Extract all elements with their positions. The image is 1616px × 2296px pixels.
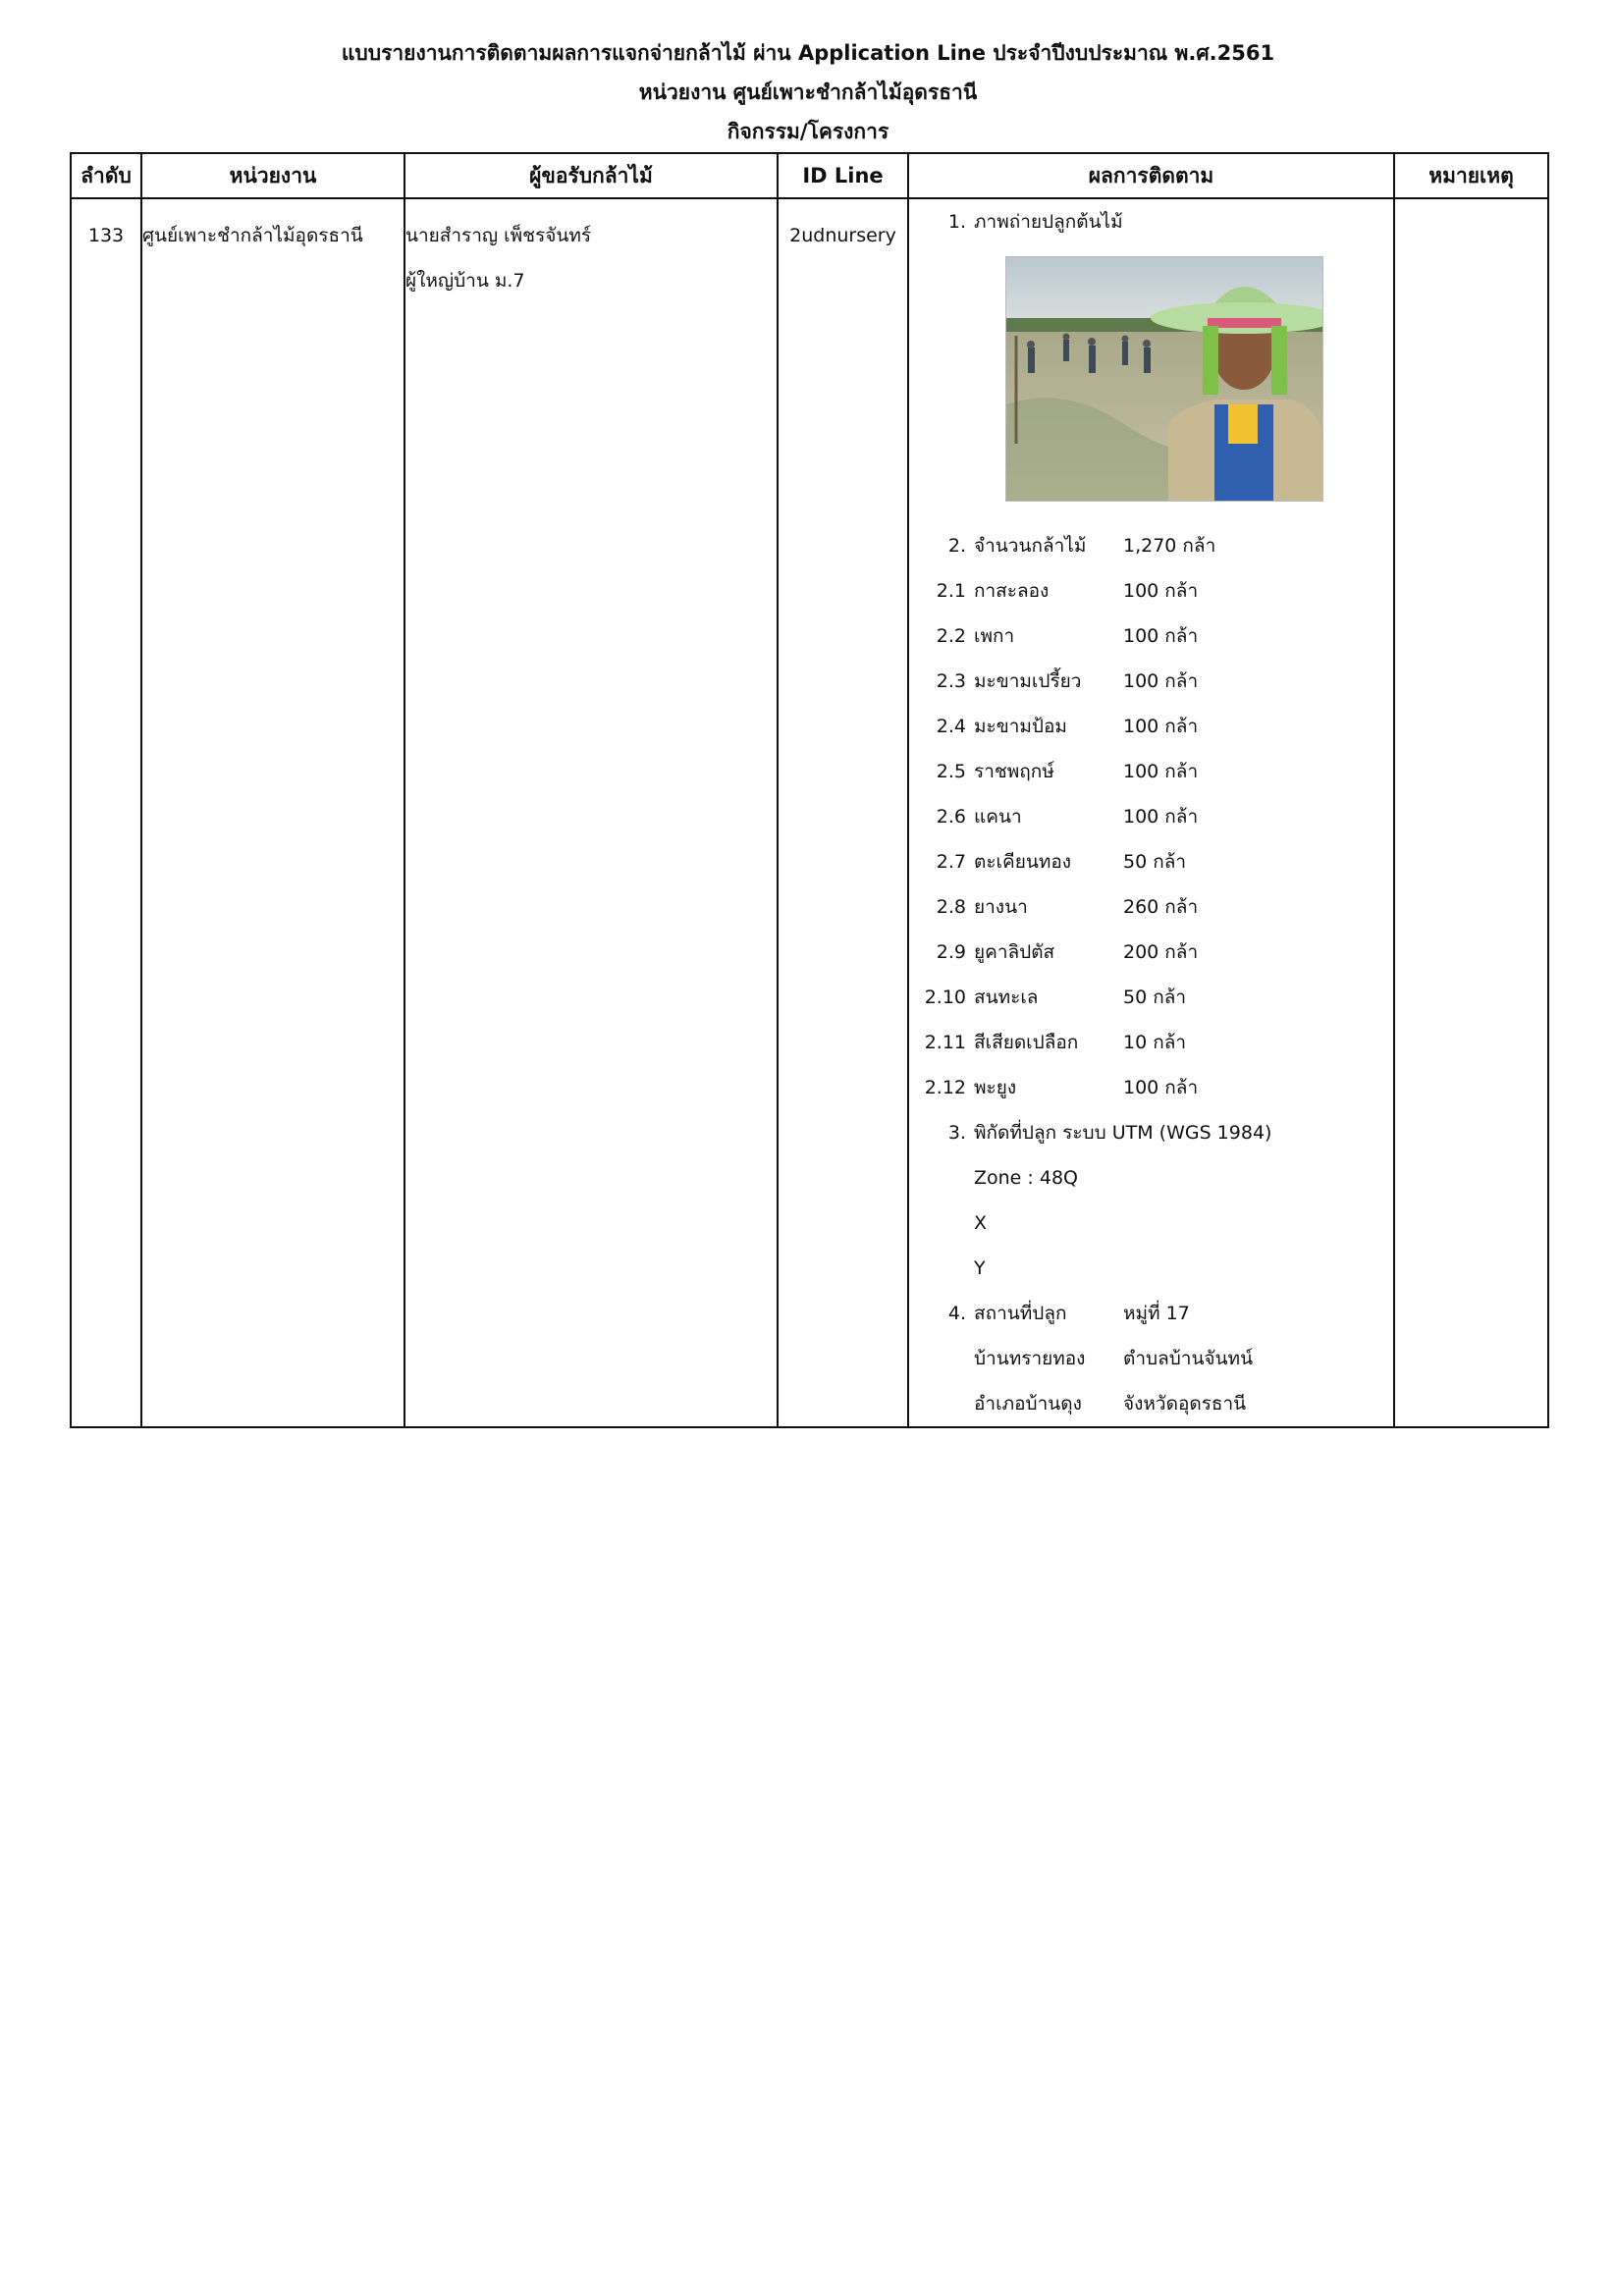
item-value: 1,270 กล้า bbox=[1123, 535, 1216, 557]
province: จังหวัดอุดรธานี bbox=[1123, 1393, 1247, 1415]
zone-value: Zone : 48Q bbox=[974, 1167, 1078, 1189]
species-name: เพกา bbox=[974, 625, 1015, 647]
species-row bbox=[909, 749, 1393, 794]
utm-zone bbox=[909, 1155, 1393, 1201]
species-qty: 260 กล้า bbox=[1123, 896, 1199, 918]
species-number: 2.12 bbox=[924, 1077, 966, 1098]
species-number: 2.5 bbox=[936, 761, 966, 782]
cell-remark bbox=[1394, 198, 1548, 1427]
species-row bbox=[909, 659, 1393, 704]
species-qty: 50 กล้า bbox=[1123, 851, 1187, 873]
cell-no bbox=[71, 198, 141, 1427]
species-row bbox=[909, 1065, 1393, 1110]
item-number: 3. bbox=[947, 1122, 966, 1144]
species-number: 2.10 bbox=[924, 987, 966, 1008]
col-header-receiver: ผู้ขอรับกล้าไม้ bbox=[404, 153, 778, 198]
species-number: 2.8 bbox=[936, 896, 966, 918]
species-name: ยูคาลิปตัส bbox=[974, 941, 1055, 963]
species-number: 2.4 bbox=[936, 716, 966, 737]
item-number: 1. bbox=[947, 211, 966, 233]
report-table bbox=[70, 152, 1549, 1428]
receiver-name: นายสำราญ เพ็ชรจันทร์ bbox=[405, 225, 592, 246]
item-value: หมู่ที่ 17 bbox=[1123, 1303, 1190, 1324]
species-row bbox=[909, 704, 1393, 749]
species-qty: 100 กล้า bbox=[1123, 625, 1199, 647]
species-qty: 100 กล้า bbox=[1123, 580, 1199, 602]
result-item-2 bbox=[909, 523, 1393, 568]
species-qty: 200 กล้า bbox=[1123, 941, 1199, 963]
cell-result bbox=[908, 198, 1394, 1427]
district: อำเภอบ้านดุง bbox=[974, 1393, 1082, 1415]
cell-id-line bbox=[778, 198, 908, 1427]
row-number: 133 bbox=[87, 225, 125, 246]
species-row bbox=[909, 930, 1393, 975]
species-qty: 100 กล้า bbox=[1123, 761, 1199, 782]
species-name: สนทะเล bbox=[974, 987, 1039, 1008]
species-number: 2.9 bbox=[936, 941, 966, 963]
x-label: X bbox=[974, 1212, 988, 1234]
result-item-3 bbox=[909, 1110, 1393, 1155]
species-qty: 100 กล้า bbox=[1123, 1077, 1199, 1098]
subdistrict: ตำบลบ้านจันทน์ bbox=[1123, 1348, 1254, 1369]
species-qty: 50 กล้า bbox=[1123, 987, 1187, 1008]
planting-photo bbox=[1005, 256, 1323, 502]
location-line-2 bbox=[909, 1381, 1393, 1426]
unit-name: ศูนย์เพาะชำกล้าไม้อุดรธานี bbox=[142, 225, 363, 246]
col-header-unit: หน่วยงาน bbox=[141, 153, 404, 198]
cell-unit bbox=[141, 198, 404, 1427]
species-name: ราชพฤกษ์ bbox=[974, 761, 1054, 782]
species-number: 2.3 bbox=[936, 670, 966, 692]
species-number: 2.11 bbox=[924, 1032, 966, 1053]
id-line-value: 2udnursery bbox=[789, 225, 896, 246]
item-label: จำนวนกล้าไม้ bbox=[974, 535, 1087, 557]
species-name: มะขามเปรี้ยว bbox=[974, 670, 1082, 692]
species-number: 2.6 bbox=[936, 806, 966, 828]
species-name: มะขามป้อม bbox=[974, 716, 1067, 737]
col-header-remark: หมายเหตุ bbox=[1394, 153, 1548, 198]
utm-x bbox=[909, 1201, 1393, 1246]
species-qty: 100 กล้า bbox=[1123, 806, 1199, 828]
result-item-1 bbox=[909, 199, 1393, 244]
species-qty: 10 กล้า bbox=[1123, 1032, 1187, 1053]
species-qty: 100 กล้า bbox=[1123, 716, 1199, 737]
species-number: 2.7 bbox=[936, 851, 966, 873]
item-label: ภาพถ่ายปลูกต้นไม้ bbox=[974, 211, 1123, 233]
cell-receiver bbox=[404, 198, 778, 1427]
species-number: 2.2 bbox=[936, 625, 966, 647]
species-row bbox=[909, 568, 1393, 614]
species-name: สีเสียดเปลือก bbox=[974, 1032, 1079, 1053]
village: บ้านทรายทอง bbox=[974, 1348, 1086, 1369]
planting-photo-image bbox=[1006, 257, 1322, 501]
item-number: 2. bbox=[947, 535, 966, 557]
col-header-no: ลำดับ bbox=[71, 153, 141, 198]
species-row bbox=[909, 839, 1393, 884]
species-name: กาสะลอง bbox=[974, 580, 1050, 602]
item-label: สถานที่ปลูก bbox=[974, 1303, 1067, 1324]
table-row bbox=[71, 198, 1548, 1427]
item-label: พิกัดที่ปลูก ระบบ UTM (WGS 1984) bbox=[974, 1122, 1272, 1144]
species-row bbox=[909, 884, 1393, 930]
location-line-1 bbox=[909, 1336, 1393, 1381]
species-row bbox=[909, 975, 1393, 1020]
species-number: 2.1 bbox=[936, 580, 966, 602]
species-row bbox=[909, 614, 1393, 659]
species-name: พะยูง bbox=[974, 1077, 1017, 1098]
result-item-4 bbox=[909, 1291, 1393, 1336]
species-name: แคนา bbox=[974, 806, 1022, 828]
species-name: ตะเคียนทอง bbox=[974, 851, 1072, 873]
activity-line: กิจกรรม/โครงการ bbox=[727, 120, 889, 143]
species-row bbox=[909, 794, 1393, 839]
utm-y bbox=[909, 1246, 1393, 1291]
species-row bbox=[909, 1020, 1393, 1065]
col-header-id-line: ID Line bbox=[778, 153, 908, 198]
report-title: แบบรายงานการติดตามผลการแจกจ่ายกล้าไม้ ผ่าน Application Line ประจำปีงบประมาณ พ.ศ.2561 bbox=[341, 41, 1275, 65]
y-label: Y bbox=[974, 1257, 986, 1279]
col-header-result: ผลการติดตาม bbox=[908, 153, 1394, 198]
agency-line: หน่วยงาน ศูนย์เพาะชำกล้าไม้อุดรธานี bbox=[638, 80, 978, 104]
species-qty: 100 กล้า bbox=[1123, 670, 1199, 692]
item-number: 4. bbox=[947, 1303, 966, 1324]
species-name: ยางนา bbox=[974, 896, 1028, 918]
table-header-row bbox=[71, 153, 1548, 198]
receiver-title: ผู้ใหญ่บ้าน ม.7 bbox=[405, 270, 525, 292]
